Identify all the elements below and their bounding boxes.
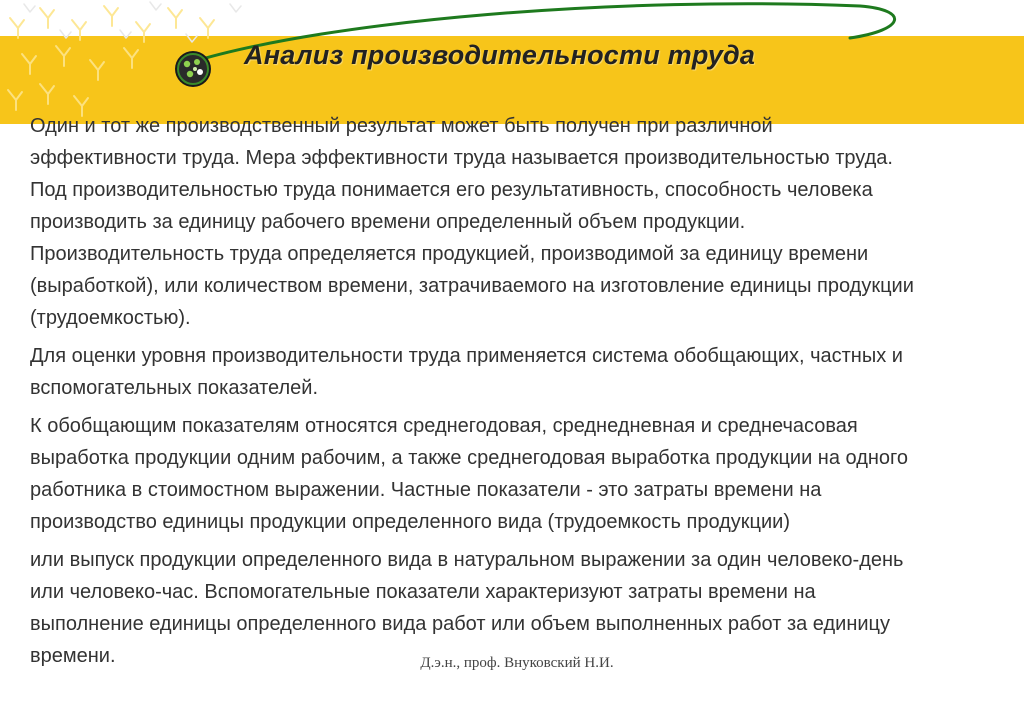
- slide-body: [30, 110, 1005, 678]
- paragraph-auxiliary-indicators: или выпуск продукции определенного вида в натуральном выражении за один человеко-день или человеко-час. Вспомогательные показатели характеризуют затраты времени на выполнение единицы определенного вида работ или объем выполненных работ за единицу времени.: [30, 549, 904, 667]
- paragraph-definition: Один и тот же производственный результат может быть получен при различной эффективности труда. Мера эффективности труда называется производительностью труда. Под производительностью труда понимается его результативность, способность человека производить за единицу рабочего времени определенный объем продукции. Производительность труда определяется продукцией, производимой за единицу времени (выработкой), или количеством времени, затрачиваемого на изготовление единицы продукции (трудоемкостью).: [30, 115, 914, 329]
- green-disc-icon: [170, 46, 216, 92]
- paragraph-general-indicators: К обобщающим показателям относятся среднегодовая, среднедневная и среднечасовая выработка продукции одним рабочим, а также среднегодовая выработка продукции на одного работника в стоимостном выражении. Частные показатели - это затраты времени на производство единицы продукции определенного вида (трудоемкость продукции): [30, 415, 909, 533]
- author-footer: Д.э.н., проф. Внуковский Н.И.: [420, 655, 614, 671]
- paragraph-indicator-system: Для оценки уровня производительности труда применяется система обобщающих, частных и вспомогательных показателей.: [30, 345, 903, 399]
- slide-title: Анализ производительности труда: [244, 40, 756, 70]
